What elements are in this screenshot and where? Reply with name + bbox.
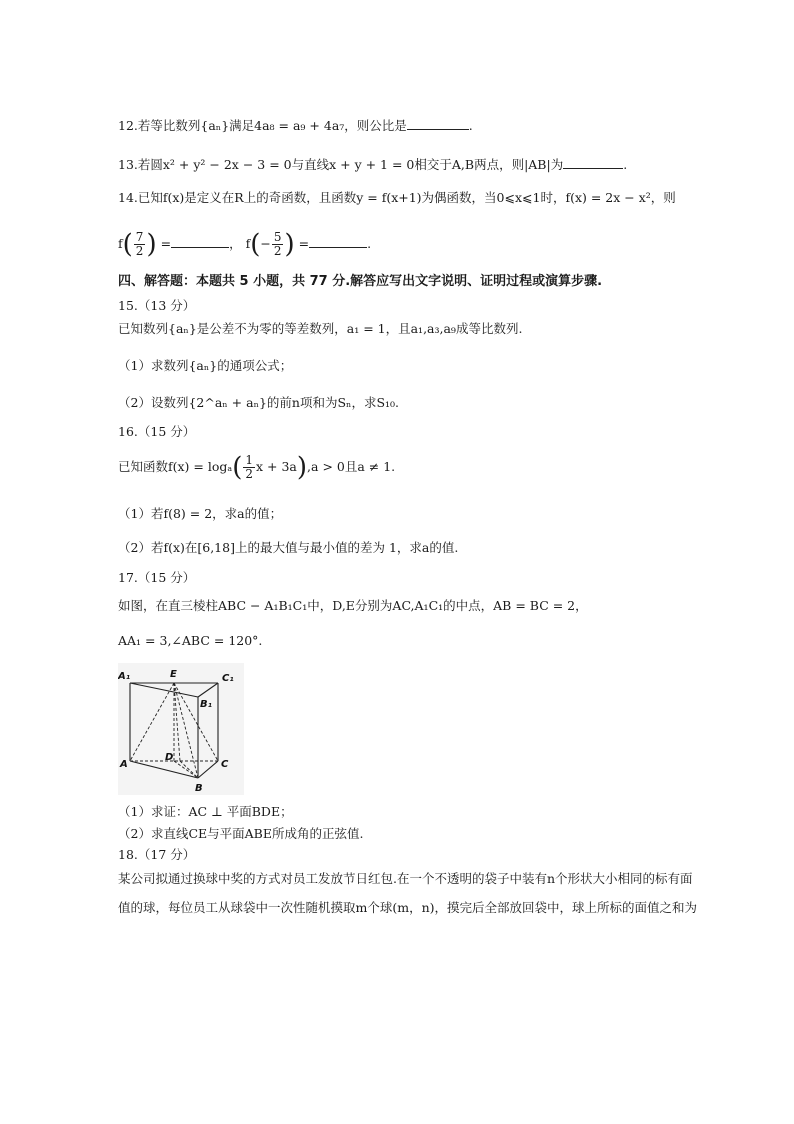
question-14-line1: 14.已知f(x)是定义在R上的奇函数，且函数y = f(x+1)为偶函数，当0⩽x⩽1时，f(x) = 2x − x²，则 (118, 190, 676, 205)
answer-blank (563, 156, 623, 169)
label-A: A (120, 759, 128, 770)
label-B: B (195, 783, 203, 794)
question-18-label: 18.（17 分） (118, 847, 196, 862)
prism-figure (118, 663, 244, 795)
question-16-label: 16.（15 分） (118, 424, 196, 439)
question-17-part1: （1）求证：AC ⊥ 平面BDE； (118, 804, 293, 819)
label-C1: C₁ (222, 673, 234, 684)
section-heading: 四、解答题：本题共 5 小题，共 77 分.解答应写出文字说明、证明过程或演算步骤. (118, 274, 603, 289)
question-12: 12.若等比数列{aₙ}满足4a₈ = a₉ + 4a₇，则公比是 . (118, 118, 473, 133)
label-D: D (165, 752, 174, 763)
fraction: $\frac{1}{2}$ (245, 453, 253, 481)
question-16-part2: （2）若f(x)在[6,18]上的最大值与最小值的差为 1，求a的值. (118, 540, 459, 555)
label-A1: A₁ (118, 671, 131, 682)
question-16-stem: 已知函数f(x) = logₐ( $\frac{1}{2}$ x + 3a),a > 0且a ≠ 1. (118, 452, 396, 483)
label-E: E (170, 669, 177, 680)
question-12-text: 12.若等比数列{aₙ}满足4a₈ = a₉ + 4a₇，则公比是 (118, 118, 407, 133)
question-15-label: 15.（13 分） (118, 298, 196, 313)
question-18-line2: 值的球，每位员工从球袋中一次性随机摸取m个球(m，n)，摸完后全部放回袋中，球上所标的面值之和为 (118, 900, 698, 915)
answer-blank (407, 117, 469, 130)
question-17-stem-line2: AA₁ = 3,∠ABC = 120°. (118, 633, 263, 648)
question-17-label: 17.（15 分） (118, 570, 196, 585)
question-17-stem-line1: 如图，在直三棱柱ABC − A₁B₁C₁中，D,E分别为AC,A₁C₁的中点，AB = BC = 2， (118, 598, 588, 613)
answer-blank (309, 235, 367, 248)
fraction: $\frac{7}{2}$ (135, 230, 144, 258)
question-13: 13.若圆x² + y² − 2x − 3 = 0与直线x + y + 1 = 0相交于A,B两点，则|AB|为 . (118, 157, 628, 172)
fraction: $\frac{5}{2}$ (273, 230, 282, 258)
question-18-line1: 某公司拟通过换球中奖的方式对员工发放节日红包.在一个不透明的袋子中装有n个形状大小相同的标有面 (118, 871, 693, 886)
question-16-part1: （1）若f(8) = 2，求a的值； (118, 506, 283, 521)
question-15-part1: （1）求数列{aₙ}的通项公式； (118, 358, 293, 373)
label-B1: B₁ (200, 699, 213, 710)
question-13-text: 13.若圆x² + y² − 2x − 3 = 0与直线x + y + 1 = 0相交于A,B两点，则|AB|为 (118, 157, 564, 172)
question-15-part2: （2）设数列{2^aₙ + aₙ}的前n项和为Sₙ，求S₁₀. (118, 395, 400, 410)
answer-blank (171, 235, 229, 248)
question-15-stem: 已知数列{aₙ}是公差不为零的等差数列，a₁ = 1，且a₁,a₃,a₉成等比数列. (118, 321, 523, 336)
label-C: C (221, 759, 229, 770)
question-17-part2: （2）求直线CE与平面ABE所成角的正弦值. (118, 826, 364, 841)
question-14-line2: f( $\frac{7}{2}$ ) = ， f(− $\frac{5}{2}$ ) = . (118, 229, 372, 260)
